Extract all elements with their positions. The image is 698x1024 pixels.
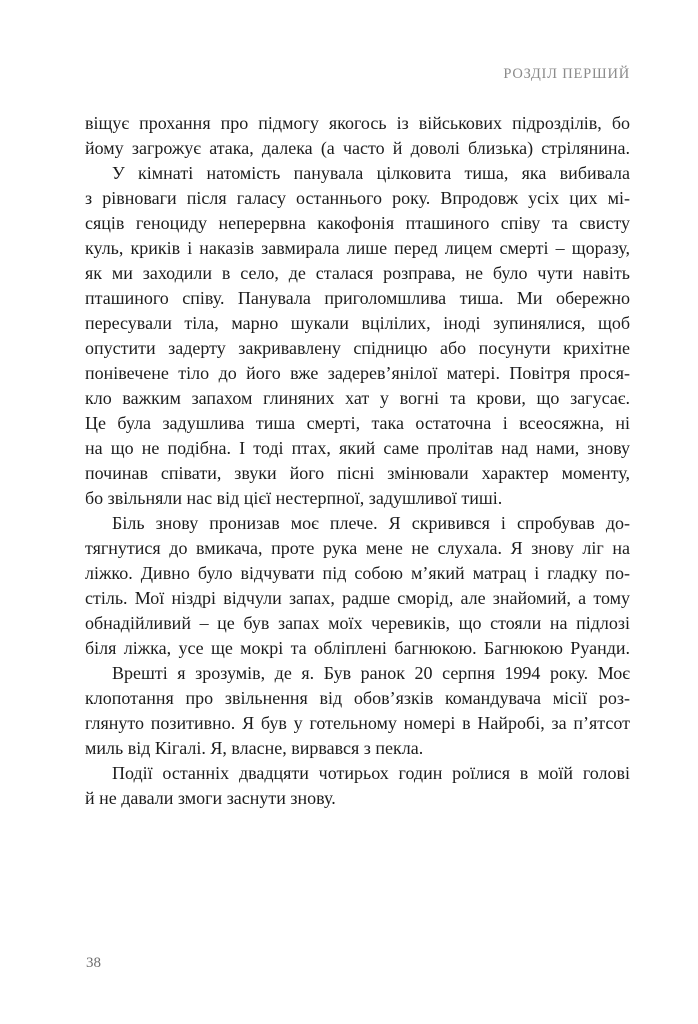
text-line: й не давали змоги заснути знову. (85, 788, 336, 808)
text-line: Події останніх двадцяти чотирьох годин роїлися в моїй голові (112, 763, 630, 783)
text-line: біля ліжка, усе ще мокрі та обліплені багнюкою. Багнюкою Руанди. (85, 638, 630, 658)
text-line: Біль знову пронизав моє плече. Я скривився і спробував до- (112, 513, 630, 533)
text-line: віщує прохання про підмогу якогось із військових підрозділів, бо (85, 113, 630, 133)
text-line: пересували тіла, марно шукали вцілілих, іноді зупинялися, щоб (85, 313, 630, 333)
paragraph (85, 761, 630, 811)
text-line: стіль. Мої ніздрі відчули запах, радше сморід, але знайомий, а тому (85, 588, 630, 608)
text-line: на що не подібна. І тоді птах, який саме пролітав над нами, знову (85, 438, 630, 458)
text-line: глянуто позитивно. Я був у готельному номері в Найробі, за п’ятсот (85, 713, 630, 733)
text-line: клопотання про звільнення від обов’язків командувача місії роз- (85, 688, 630, 708)
text-line: починав співати, звуки його пісні змінювали характер моменту, (85, 463, 630, 483)
text-line: пташиного співу. Панувала приголомшлива тиша. Ми обережно (85, 288, 630, 308)
text-line: ліжко. Дивно було відчувати під собою м’який матрац і гладку по- (85, 563, 630, 583)
text-line: обнадійливий – це був запах моїх черевиків, що стояли на підлозі (85, 613, 630, 633)
paragraph (85, 161, 630, 511)
text-line: бо звільняли нас від цієї нестерпної, задушливої тиші. (85, 488, 503, 508)
text-line: як ми заходили в село, де сталася розправа, не було чути навіть (85, 263, 630, 283)
page-number: 38 (86, 955, 101, 971)
text-line: куль, криків і наказів завмирала лише перед лицем смерті – щоразу, (85, 238, 630, 258)
paragraph (85, 511, 630, 661)
text-line: сяців геноциду неперервна какофонія пташиного співу та свисту (85, 213, 630, 233)
text-line: йому загрожує атака, далека (а часто й доволі близька) стрілянина. (85, 138, 630, 158)
paragraph (85, 661, 630, 761)
body-text-block (85, 111, 630, 811)
text-line: з рівноваги після галасу останнього року. Впродовж усіх цих мі- (85, 188, 630, 208)
text-line: миль від Кігалі. Я, власне, вирвався з пекла. (85, 738, 424, 758)
running-header: РОЗДІЛ ПЕРШИЙ (503, 66, 630, 82)
text-line: понівечене тіло до його вже задерев’янілої матері. Повітря прося- (85, 363, 630, 383)
text-line: Врешті я зрозумів, де я. Був ранок 20 серпня 1994 року. Моє (112, 663, 630, 683)
text-line: кло важким запахом глиняних хат у вогні та крови, що загусає. (85, 388, 630, 408)
text-line: Це була задушлива тиша смерті, така остаточна і всеосяжна, ні (85, 413, 630, 433)
text-line: опустити задерту закривавлену спідницю або посунути крихітне (85, 338, 630, 358)
text-line: У кімнаті натомість панувала цілковита тиша, яка вибивала (112, 163, 630, 183)
text-line: тягнутися до вмикача, проте рука мене не слухала. Я знову ліг на (85, 538, 630, 558)
paragraph (85, 111, 630, 161)
